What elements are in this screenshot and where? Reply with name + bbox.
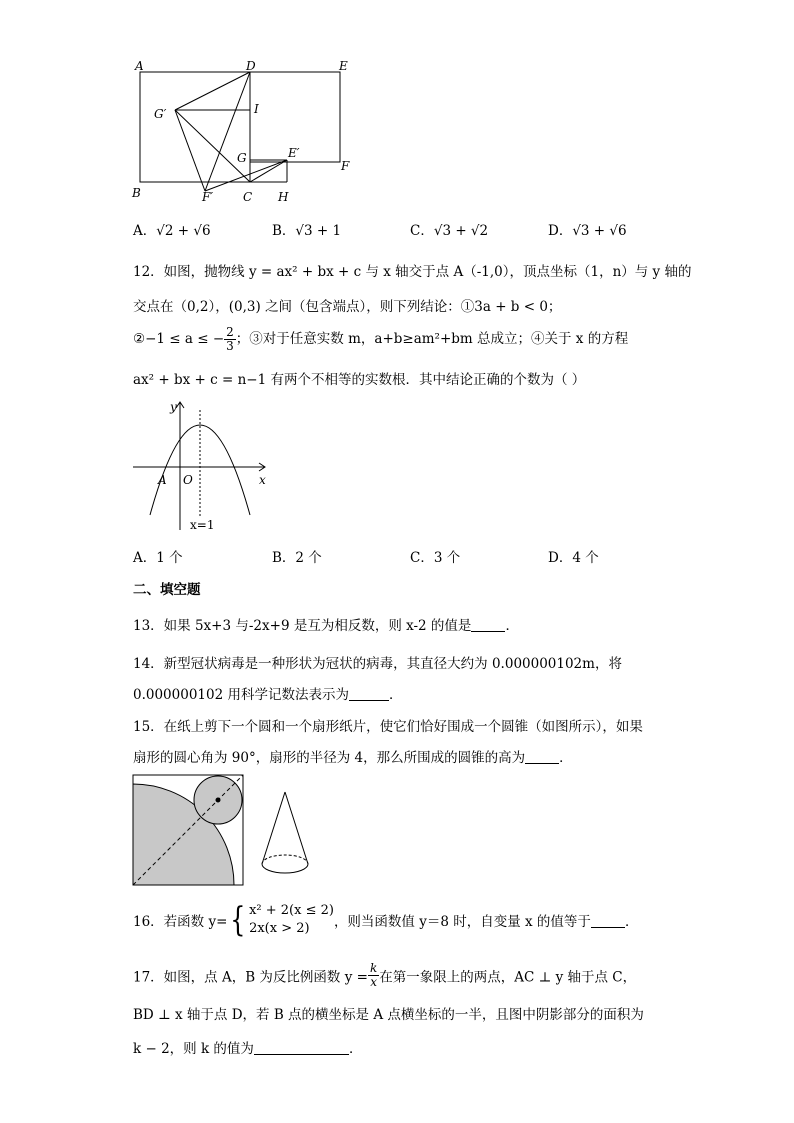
piecewise-brace: { (230, 900, 246, 940)
seg-df1 (205, 72, 250, 191)
q12-line-4: ax² + bx + c = n−1 有两个不相等的实数根．其中结论正确的个数为（ ） (133, 372, 586, 388)
q12-option-b[interactable]: B．2 个 (272, 550, 322, 566)
q13-answer-blank[interactable] (471, 617, 505, 632)
q14-line-1: 14．新型冠状病毒是一种形状为冠状的病毒，其直径大约为 0.000000102m，将 (133, 656, 622, 672)
label-y: y (170, 400, 177, 414)
q15-answer-blank[interactable] (525, 749, 559, 764)
q12-option-c[interactable]: C．3 个 (410, 550, 461, 566)
label-b: B (132, 186, 141, 200)
q11-option-b[interactable]: B．√3 + 1 (272, 223, 342, 239)
q14-answer-blank[interactable] (349, 686, 389, 701)
cone-left-edge (262, 792, 285, 864)
q17-fraction: $\frac{k}{x}$ (369, 961, 378, 989)
q17-answer-blank[interactable] (254, 1040, 349, 1055)
cone-right-edge (285, 792, 308, 864)
circle-center (216, 798, 220, 802)
q14-line-2: 0.000000102 用科学记数法表示为 ． (133, 687, 403, 703)
label-h: H (278, 190, 289, 204)
seg-ce1 (250, 160, 287, 182)
label-axis-x1: x=1 (190, 518, 215, 532)
piecewise-cases: x² + 2(x ≤ 2) 2x(x > 2) (249, 903, 334, 936)
label-e-prime: E′ (288, 146, 300, 160)
label-f: F (341, 159, 350, 173)
q17-line-3: k − 2，则 k 的值为 ． (133, 1041, 363, 1057)
q13: 13．如果 5x+3 与-2x+9 是互为相反数，则 x-2 的值是 ． (133, 618, 519, 634)
q11-geometry-figure (125, 56, 365, 206)
cone-base-front (262, 864, 308, 873)
q12-option-d[interactable]: D．4 个 (548, 550, 599, 566)
label-c: C (243, 190, 253, 204)
q12-line-2: 交点在（0,2），(0,3) 之间（包含端点），则下列结论：①3a + b < 0； (133, 299, 562, 315)
q12-parabola-graph (125, 395, 275, 535)
label-g-prime: G′ (154, 107, 167, 121)
label-e: E (339, 59, 348, 73)
label-origin: O (183, 473, 193, 487)
q12-fraction: $\frac{2}{3}$ (226, 325, 234, 353)
q16: 16．若函数 y={ x² + 2(x ≤ 2) 2x(x > 2) ，则当函数值 y＝8 时，自变量 x 的值等于 ． (133, 900, 639, 940)
label-i: I (254, 102, 259, 116)
q12-line-1: 12．如图，抛物线 y = ax² + bx + c 与 x 轴交于点 A（-1,0），顶点坐标（1，n）与 y 轴的 (133, 264, 692, 280)
q12-line-3 (133, 326, 628, 353)
label-a-point: A (158, 473, 167, 487)
q17-line-2: BD ⊥ x 轴于点 D，若 B 点的横坐标是 A 点横坐标的一半，且图中阴影部分的面积为 (133, 1007, 644, 1023)
q11-option-c[interactable]: C．√3 + √2 (410, 223, 489, 239)
q12-line-3-pre: ②−1 ≤ a ≤ − (133, 331, 225, 347)
label-g: G (237, 151, 247, 165)
label-x: x (259, 473, 266, 487)
q12-option-a[interactable]: A．1 个 (133, 550, 183, 566)
q16-answer-blank[interactable] (591, 913, 625, 928)
label-f-prime: F′ (202, 190, 214, 204)
q15-line-1: 15．在纸上剪下一个圆和一个扇形纸片，使它们恰好围成一个圆锥（如图所示），如果 (133, 719, 643, 735)
seg-g1f1 (175, 110, 205, 191)
q15-line-2: 扇形的圆心角为 90°，扇形的半径为 4，那么所围成的圆锥的高为 ． (133, 750, 573, 766)
q15-cone-figure (130, 772, 315, 890)
seg-dg1 (175, 72, 250, 110)
cone-base-back (262, 855, 308, 864)
label-d: D (246, 59, 256, 73)
q17-line-1: 17．如图，点 A，B 为反比例函数 y = $\frac{k}{x}$ 在第一象限上的两点，AC ⊥ y 轴于点 C， (133, 961, 637, 989)
q12-line-3-post: ；③对于任意实数 m，a+b≥am²+bm 总成立；④关于 x 的方程 (235, 331, 629, 347)
q11-option-d[interactable]: D．√3 + √6 (548, 223, 627, 239)
label-a: A (135, 59, 144, 73)
q11-option-a[interactable]: A．√2 + √6 (133, 223, 211, 239)
section-fill-blank-title: 二、填空题 (133, 582, 201, 598)
